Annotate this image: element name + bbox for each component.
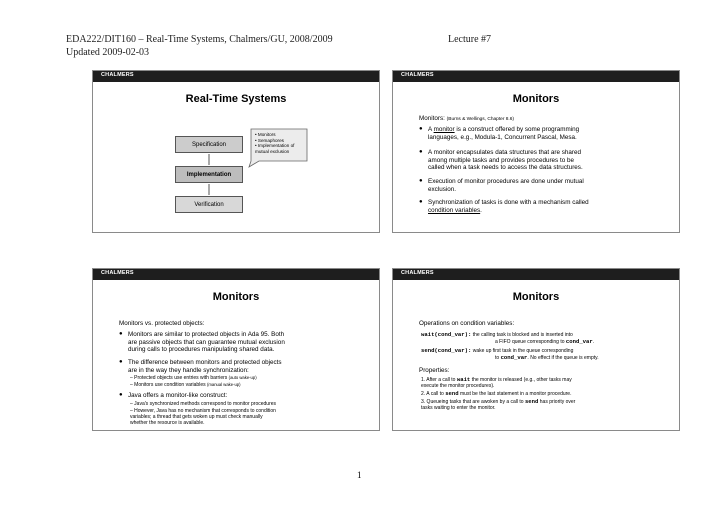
bullet-icon: ● xyxy=(119,359,123,365)
property-3: 3. Queueing tasks that are awoken by a call to send has priority over tasks waiting to enter the monitor. xyxy=(421,398,576,412)
chalmers-logo: CHALMERS xyxy=(401,270,434,276)
bullet-1: Monitors are similar to protected objects in Ada 95. Both are passive objects that can guarantee mutual exclusion during calls to procedures manipulating shared data. xyxy=(128,331,285,354)
slide-title: Real-Time Systems xyxy=(185,93,287,105)
bullet-icon: ● xyxy=(419,149,423,155)
lecture-label: Lecture #7 xyxy=(448,34,492,45)
sub-bullet-4: – However, Java has no mechanism that corresponds to condition variables; a thread that gets woken up must check manually whether the resource is available. xyxy=(130,408,276,427)
bullet-4: Synchronization of tasks is done with a mechanism called condition variables. xyxy=(428,199,589,214)
chalmers-logo: CHALMERS xyxy=(101,270,134,276)
bullet-3: Execution of monitor procedures are done under mutual exclusion. xyxy=(428,178,584,193)
slide-header-bar xyxy=(393,71,679,82)
sub-bullet-3: – Java's synchronized methods correspond to monitor procedures xyxy=(130,401,277,407)
intro-text: Monitors: (Burns & Wellings, Chapter 8.6) xyxy=(419,115,515,122)
bullet-1: A monitor is a construct offered by some programming languages, e.g., Modula-1, Concurrent Pascal, Mesa. xyxy=(428,126,580,141)
bullet-icon: ● xyxy=(119,331,123,337)
bullet-icon: ● xyxy=(419,199,423,205)
op-wait-cont: a FIFO queue corresponding to cond_var. xyxy=(495,338,595,345)
sub-bullet-2: – Monitors use condition variables (manual wake-up) xyxy=(130,382,241,388)
chalmers-logo: CHALMERS xyxy=(101,72,134,78)
property-1: 1. After a call to wait the monitor is released (e.g., other tasks may execute the monitor procedures). xyxy=(421,376,572,390)
page-number: 1 xyxy=(357,470,362,480)
op-send-cont: to cond_var. No effect if the queue is empty. xyxy=(495,354,599,361)
slide-header-bar xyxy=(93,269,379,280)
bullet-icon: ● xyxy=(419,178,423,184)
verification-box: Verification xyxy=(175,196,243,213)
implementation-box: Implementation xyxy=(175,166,243,183)
bullet-2: The difference between monitors and protected objects are in the way they handle synchronization: xyxy=(128,359,282,374)
intro-text: Operations on condition variables: xyxy=(419,320,515,327)
chalmers-logo: CHALMERS xyxy=(401,72,434,78)
slide-title: Monitors xyxy=(212,291,260,303)
op-wait: wait(cond_var): the calling task is blocked and is inserted into xyxy=(421,331,573,338)
bullet-3: Java offers a monitor-like construct: xyxy=(128,392,228,399)
bullet-2: A monitor encapsulates data structures that are shared among multiple tasks and provides procedures to be called when a task needs to access the data structures. xyxy=(428,149,583,172)
op-send: send(cond_var): wake up first task in the queue corresponding xyxy=(421,347,574,354)
bullet-icon: ● xyxy=(119,392,123,398)
specification-box: Specification xyxy=(175,136,243,153)
slide-monitors-vs-protected xyxy=(92,268,380,431)
sub-bullet-1: – Protected objects use entries with barriers (auto wake-up) xyxy=(130,375,257,381)
property-2: 2. A call to send must be the last statement in a monitor procedure. xyxy=(421,390,572,397)
slide-title: Monitors xyxy=(512,291,560,303)
intro-text: Monitors vs. protected objects: xyxy=(119,320,205,327)
course-header: EDA222/DIT160 – Real-Time Systems, Chalmers/GU, 2008/2009 xyxy=(66,34,333,45)
slide-real-time-systems xyxy=(92,70,380,233)
updated-label: Updated 2009-02-03 xyxy=(66,47,150,58)
slide-condition-variables xyxy=(392,268,680,431)
callout-text: • Monitors • Semaphores • Implementation of mutual exclusion xyxy=(255,132,295,154)
properties-heading: Properties: xyxy=(419,367,450,374)
bullet-icon: ● xyxy=(419,126,423,132)
slide-header-bar xyxy=(393,269,679,280)
slide-monitors-intro xyxy=(392,70,680,233)
slide-title: Monitors xyxy=(512,93,560,105)
